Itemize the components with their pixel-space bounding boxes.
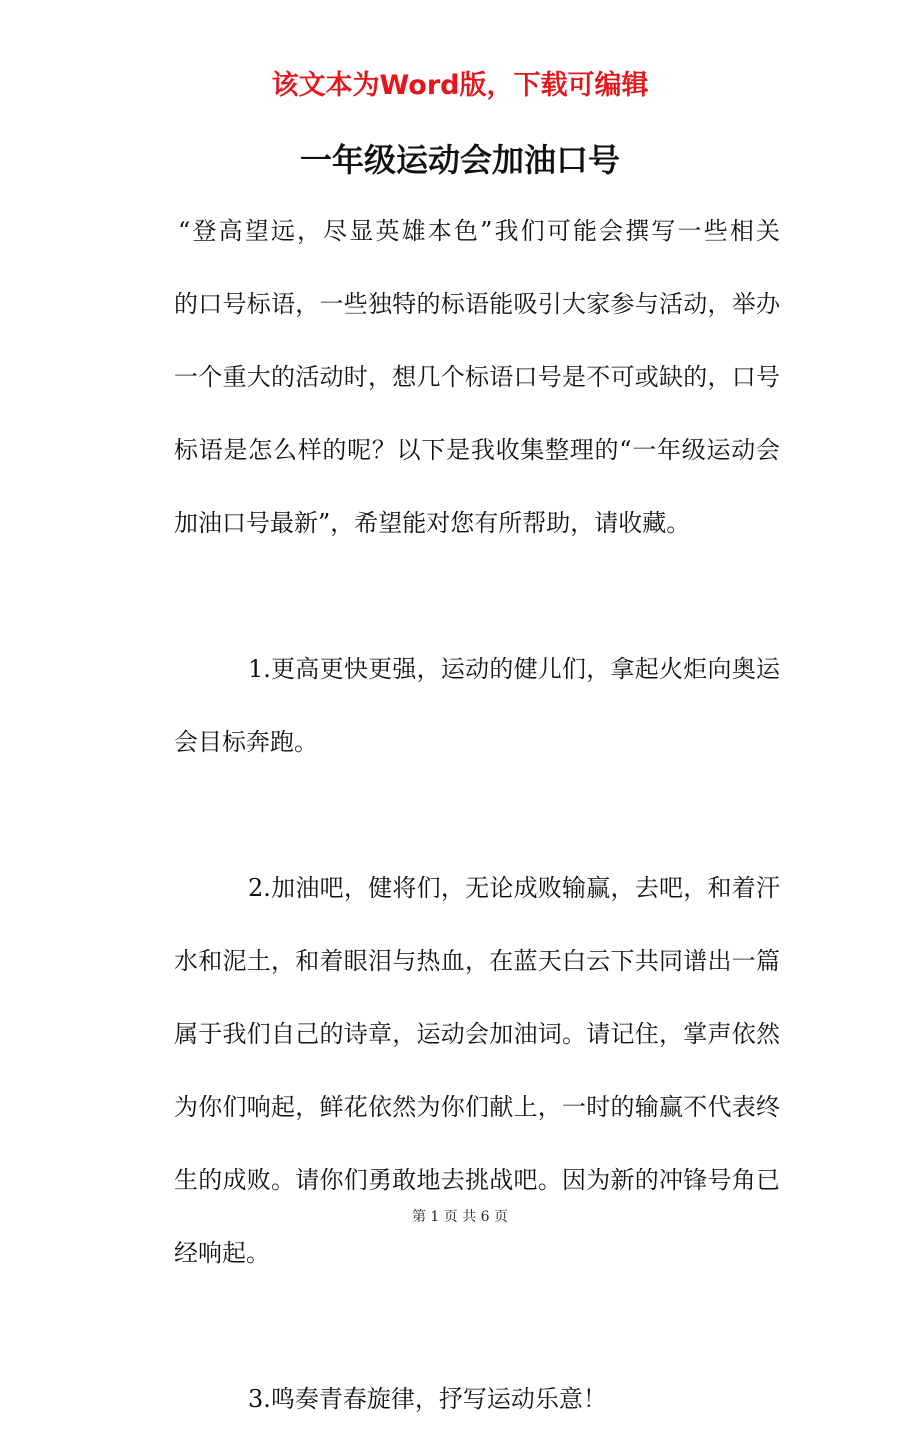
- body-line: 一个重大的活动时，想几个标语口号是不可或缺的，口号: [174, 363, 780, 391]
- body-line: 1.更高更快更强，运动的健儿们，拿起火炬向奥运: [248, 655, 780, 683]
- body-line: 为你们响起，鲜花依然为你们献上，一时的输赢不代表终: [174, 1093, 780, 1121]
- blank-line: [174, 560, 780, 633]
- body-line: 2.加油吧，健将们，无论成败输赢，去吧，和着汗: [248, 874, 780, 902]
- body-line: 生的成败。请你们勇敢地去挑战吧。因为新的冲锋号角已: [174, 1166, 780, 1194]
- blank-line: [174, 779, 780, 852]
- body-line: 水和泥土，和着眼泪与热血，在蓝天白云下共同谱出一篇: [174, 947, 780, 975]
- document-title: 一年级运动会加油口号: [299, 141, 620, 179]
- body-line: 标语是怎么样的呢？以下是我收集整理的“一年级运动会: [174, 436, 780, 464]
- word-version-notice: 该文本为Word版，下载可编辑: [271, 70, 649, 101]
- blank-line: [174, 1290, 780, 1363]
- body-line: 3.鸣奏青春旋律，抒写运动乐意！: [248, 1385, 607, 1413]
- body-line: 的口号标语，一些独特的标语能吸引大家参与活动，举办: [174, 290, 780, 318]
- document-body: [174, 195, 780, 1436]
- body-line: 属于我们自己的诗章，运动会加油词。请记住，掌声依然: [174, 1020, 780, 1048]
- body-line: 会目标奔跑。: [174, 728, 318, 756]
- body-line: “登高望远，尽显英雄本色”我们可能会撰写一些相关: [178, 217, 780, 245]
- page-number-footer: 第 1 页 共 6 页: [411, 1209, 509, 1225]
- body-line: 经响起。: [174, 1239, 270, 1267]
- body-line: 加油口号最新”，希望能对您有所帮助，请收藏。: [174, 509, 691, 537]
